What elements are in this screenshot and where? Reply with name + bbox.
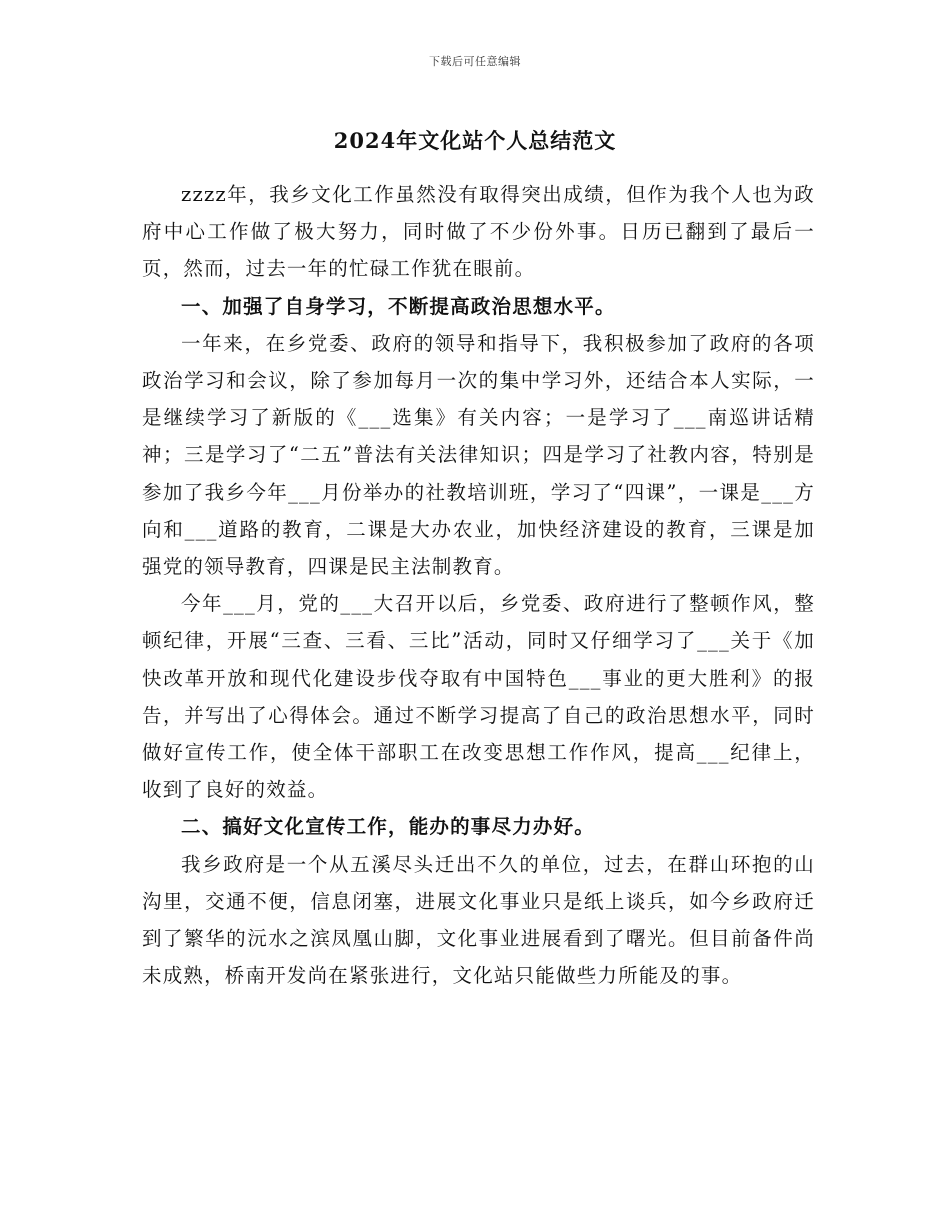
paragraph-culture: 我乡政府是一个从五溪尽头迁出不久的单位，过去，在群山环抱的山沟里，交通不便，信息闭塞，进展文化事业只是纸上谈兵，如今乡政府迁到了繁华的沅水之滨凤凰山脚，文化事业进展看到了曙光。但目前备件尚未成熟，桥南开发尚在紧张进行，文化站只能做些力所能及的事。 [142, 852, 815, 988]
document-body [142, 176, 815, 994]
section-heading-1: 一、加强了自身学习，不断提高政治思想水平。 [181, 294, 616, 318]
document-title: 2024年文化站个人总结范文 [333, 128, 617, 153]
paragraph-intro: zzzz年，我乡文化工作虽然没有取得突出成绩，但作为我个人也为政府中心工作做了极大努力，同时做了不少份外事。日历已翻到了最后一页，然而，过去一年的忙碌工作犹在眼前。 [142, 183, 815, 281]
section-heading-2: 二、搞好文化宣传工作，能办的事尽力办好。 [181, 815, 596, 839]
header-note: 下载后可任意编辑 [429, 55, 521, 68]
paragraph-rectification: 今年___月，党的___大召开以后，乡党委、政府进行了整顿作风，整顿纪律，开展“三查、三看、三比”活动，同时又仔细学习了___关于《加快改革开放和现代化建设步伐夺取有中国特色___事业的更大胜利》的报告，并写出了心得体会。通过不断学习提高了自己的政治思想水平，同时做好宣传工作，使全体干部职工在改变思想工作作风，提高___纪律上，收到了良好的效益。 [142, 592, 815, 802]
paragraph-study: 一年来，在乡党委、政府的领导和指导下，我积极参加了政府的各项政治学习和会议，除了参加每月一次的集中学习外，还结合本人实际，一是继续学习了新版的《___选集》有关内容；一是学习了___南巡讲话精神；三是学习了“二五”普法有关法律知识；四是学习了社教内容，特别是参加了我乡今年___月份举办的社教培训班，学习了“四课”，一课是___方向和___道路的教育，二课是大办农业，加快经济建设的教育，三课是加强党的领导教育，四课是民主法制教育。 [142, 331, 815, 579]
